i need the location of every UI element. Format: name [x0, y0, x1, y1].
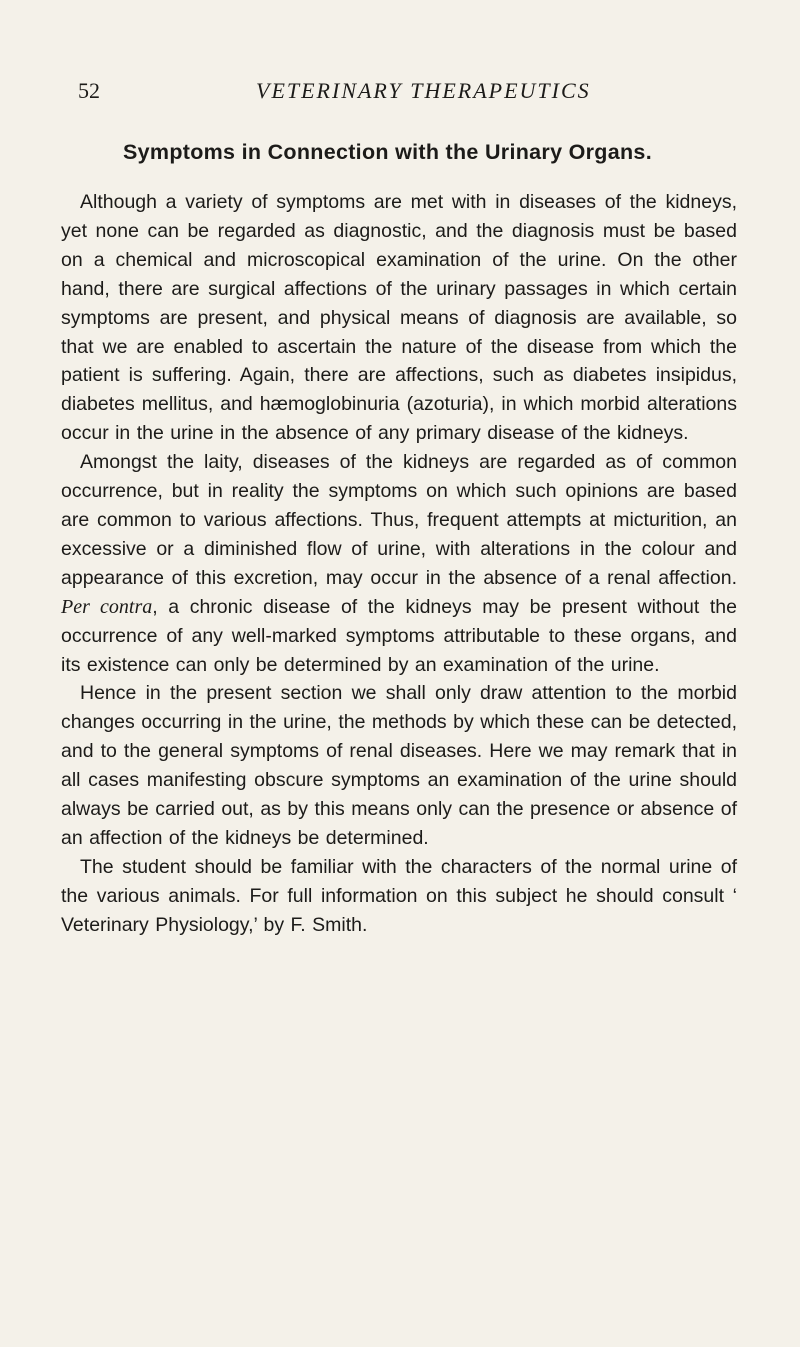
paragraph-3: Hence in the present section we shall only draw attention to the morbid changes occurring in the urine, the methods by which these can be detected, and to the general symptoms of renal diseases. Here we may remark that in all cases manifesting obscure symptoms an examination of the urine should always be carried out, as by this means only can the presence or absence of an affection of the kidneys be determined. — [61, 682, 737, 849]
paragraph-1: Although a variety of symptoms are met with in diseases of the kidneys, yet none can be regarded as diagnostic, and the diagnosis must be based on a chemical and microscopical examination of the urine. On the other hand, there are surgical affections of the urinary passages in which certain symptoms are present, and physical means of diagnosis are available, so that we are enabled to ascertain the nature of the disease from which the patient is suffering. Again, there are affections, such as diabetes insipidus, diabetes mellitus, and hæmoglobinuria (azoturia), in which morbid alterations occur in the urine in the absence of any primary disease of the kidneys. — [61, 191, 737, 445]
section-heading: Symptoms in Connection with the Urinary Organs. — [123, 140, 652, 164]
page-header — [78, 78, 738, 108]
paragraph-4: The student should be familiar with the characters of the normal urine of the various animals. For full information on this subject he should consult ‘ Veterinary Physiology,’ by F. Smith. — [61, 855, 737, 936]
running-head: VETERINARY THERAPEUTICS — [256, 78, 591, 103]
latin-phrase: Per contra — [61, 595, 153, 618]
paragraph-2-text-start: Amongst the laity, diseases of the kidneys are regarded as of common occurrence, but in reality the symptoms on which such opinions are based are common to various affections. Thus, frequent attempts at micturition, an excessive or a diminished flow of urine, with alterations in the colour and appearance of this excretion, may occur in the absence of a renal affection. — [61, 451, 737, 589]
paragraph-2-text-end: , a chronic disease of the kidneys may be present without the occurrence of any well-marked symptoms attributable to these organs, and its existence can only be determined by an examination of the urine. — [61, 595, 737, 676]
body-text — [61, 188, 737, 940]
page-number: 52 — [78, 78, 100, 103]
paragraph-2 — [61, 448, 737, 679]
